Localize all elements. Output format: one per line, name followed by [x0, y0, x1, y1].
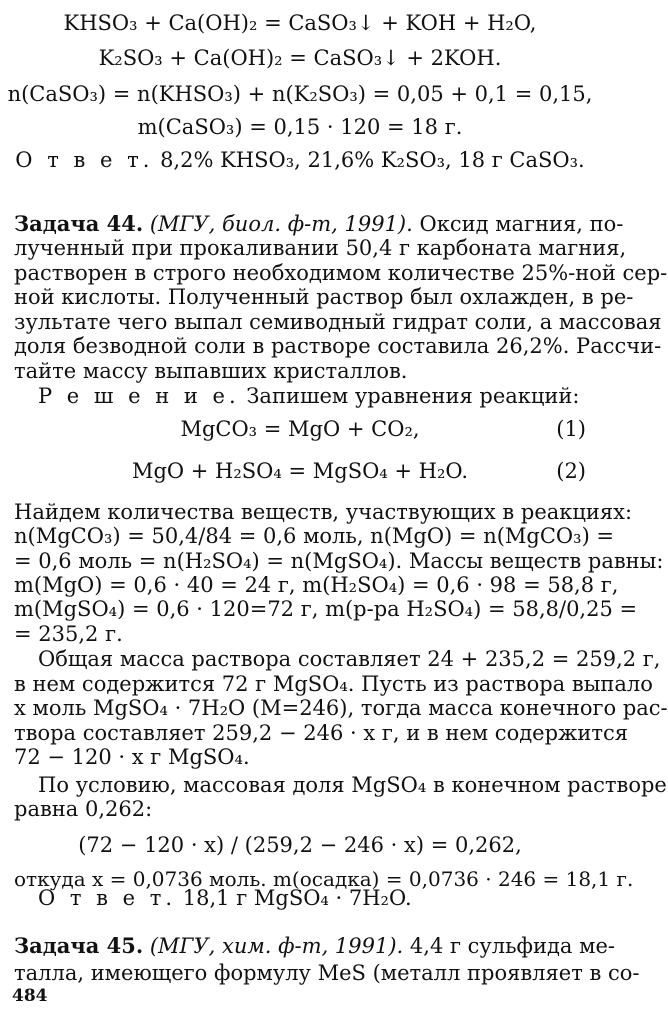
mass-line-3: x моль MgSO₄ · 7H₂O (M=246), тогда масса конечного рас- [14, 696, 668, 720]
calc-line-1: Найдем количества веществ, участвующих в реакциях: [14, 500, 633, 524]
reaction-1-number: (1) [556, 417, 586, 441]
mass-line-5: 72 − 120 · x г MgSO₄. [14, 745, 250, 769]
calc-line-5: m(MgSO₄) = 0,6 · 120=72 г, m(р-ра H₂SO₄) = 58,8/0,25 = [14, 597, 638, 621]
mass-line-4: твора составляет 259,2 − 246 · x г, и в нем содержится [14, 721, 628, 745]
equation-k2so3: K₂SO₃ + Ca(OH)₂ = CaSO₃↓ + 2KOH. [98, 46, 502, 70]
mass-line-2: в нем содержится 72 г MgSO₄. Пусть из раствора выпало [14, 672, 653, 696]
solution-intro: Запишем уравнения реакций: [239, 384, 580, 408]
cond-line-1: По условию, массовая доля MgSO₄ в конечном растворе [38, 773, 667, 797]
task44-source: (МГУ, биол. ф-т, 1991). [143, 212, 413, 236]
task44-line-3: растворен в строго необходимом количестве 25%-ной сер- [14, 261, 668, 285]
answer-text: 8,2% KHSO₃, 21,6% K₂SO₃, 18 г CaSO₃. [153, 148, 585, 172]
task44-line-7: тайте массу выпавших кристаллов. [14, 359, 408, 383]
equation-m-caso3: m(CaSO₃) = 0,15 · 120 = 18 г. [137, 115, 463, 139]
cond-line-2: равна 0,262: [14, 797, 153, 821]
task45-title: Задача 45. [14, 933, 144, 958]
solution-label: Р е ш е н и е. [38, 384, 240, 408]
mass-line-1: Общая масса раствора составляет 24 + 235,2 = 259,2 г, [38, 647, 661, 671]
calc-line-4: m(MgO) = 0,6 · 40 = 24 г, m(H₂SO₄) = 0,6 · 98 = 58,8 г, [14, 573, 619, 597]
equation-n-caso3: n(CaSO₃) = n(KHSO₃) + n(K₂SO₃) = 0,05 + 0,1 = 0,15, [7, 82, 593, 106]
equation-khso3: KHSO₃ + Ca(OH)₂ = CaSO₃↓ + KOH + H₂O, [63, 11, 537, 35]
task45-text: 4,4 г сульфида ме- [403, 934, 615, 958]
reaction-1-equation: MgCO₃ = MgO + CO₂, [180, 417, 420, 441]
calc-line-3: = 0,6 моль = n(H₂SO₄) = n(MgSO₄). Массы веществ равны: [14, 549, 664, 573]
task44-line-6: доля безводной соли в растворе составила 26,2%. Рассчи- [14, 334, 662, 358]
calc-line-6: = 235,2 г. [14, 622, 123, 646]
answer-line-top [0, 146, 600, 174]
answer-line-task44: О т в е т. 18,1 г MgSO₄ · 7H₂O. [38, 886, 412, 910]
task45-source: (МГУ, хим. ф-т, 1991). [143, 934, 404, 958]
result-line: откуда x = 0,0736 моль. m(осадка) = 0,0736 · 246 = 18,1 г. [14, 867, 634, 891]
page-number: 484 [12, 986, 48, 1006]
solution-intro-line [38, 382, 586, 410]
task44-title: Задача 44. [14, 211, 144, 236]
task44-line-4: ной кислоты. Полученный раствор был охлажден, в ре- [14, 285, 634, 309]
task44-line-1: Задача 44. (МГУ, биол. ф-т, 1991). Оксид магния, по- [14, 211, 624, 236]
task44-line-2: лученный при прокаливании 50,4 г карбоната магния, [14, 236, 627, 260]
reaction-2-equation: MgO + H₂SO₄ = MgSO₄ + H₂O. [131, 459, 469, 483]
task44-line-5: зультате чего выпал семиводный гидрат соли, а массовая [14, 310, 662, 334]
mass-fraction-equation: (72 − 120 · x) / (259,2 − 246 · x) = 0,262, [78, 833, 522, 857]
task45-line-1 [14, 932, 615, 960]
answer-label: О т в е т. [15, 148, 154, 172]
reaction-2-number: (2) [556, 459, 586, 483]
calc-line-2: n(MgCO₃) = 50,4/84 = 0,6 моль, n(MgO) = n(MgCO₃) = [14, 524, 615, 548]
task45-line-2: талла, имеющего формулу MeS (металл проявляет в со- [14, 961, 640, 985]
